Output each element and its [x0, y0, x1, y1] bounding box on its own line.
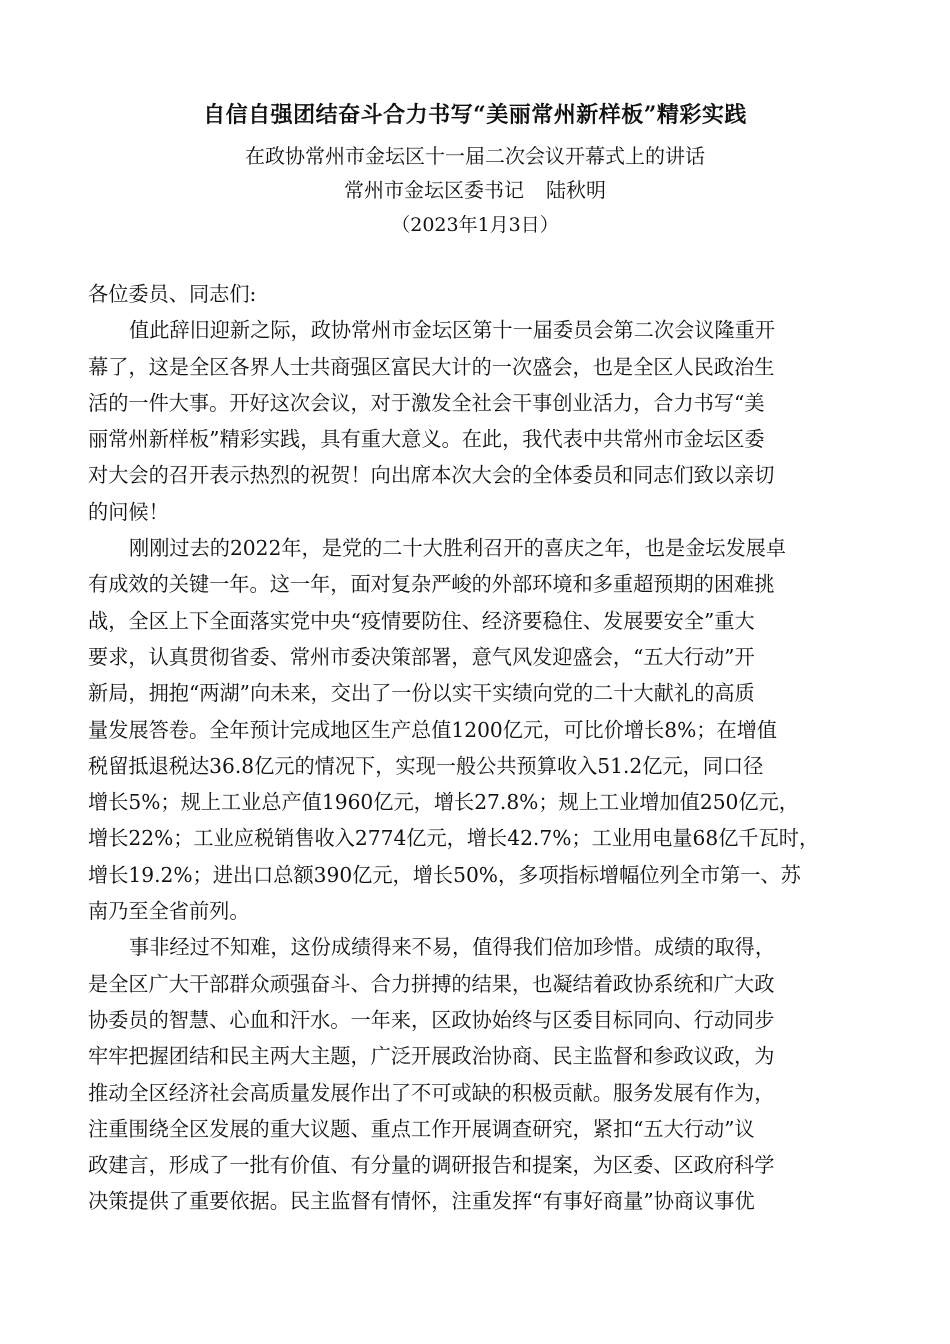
document-title: 自信自强团结奋斗合力书写“美丽常州新样板”精彩实践 [203, 102, 747, 128]
text-line: 活的一件大事。开好这次会议，对于激发全社会干事创业活力，合力书写“美 [88, 390, 765, 415]
text-line: 增长19.2%；进出口总额390亿元，增长50%，多项指标增幅位列全市第一、苏 [88, 862, 801, 887]
author-line [0, 174, 950, 203]
text-line: 幕了，这是全区各界人士共商强区富民大计的一次盛会，也是全区人民政治生 [88, 354, 775, 379]
text-line: 是全区广大干部群众顽强奋斗、合力拼搏的结果，也凝结着政协系统和广大政 [88, 971, 775, 996]
text-line: 牢牢把握团结和民主两大主题，广泛开展政治协商、民主监督和参政议政，为 [88, 1044, 775, 1069]
text-line: 战，全区上下全面落实党中央“疫情要防住、经济要稳住、发展要安全”重大 [88, 608, 755, 633]
document-subtitle: 在政协常州市金坛区十一届二次会议开幕式上的讲话 [245, 144, 705, 168]
text-line: 有成效的关键一年。这一年，面对复杂严峻的外部环境和多重超预期的困难挑 [88, 572, 775, 597]
salutation: 各位委员、同志们: [88, 282, 257, 306]
author-role: 常州市金坛区委书记 [344, 178, 524, 202]
text-line: 量发展答卷。全年预计完成地区生产总值1200亿元，可比价增长8%；在增值 [88, 717, 778, 742]
text-line: 南乃至全省前列。 [88, 899, 250, 924]
text-line: 决策提供了重要依据。民主监督有情怀，注重发挥“有事好商量”协商议事优 [88, 1189, 755, 1214]
text-line: 税留抵退税达36.8亿元的情况下，实现一般公共预算收入51.2亿元，同口径 [88, 753, 764, 778]
paragraph [88, 312, 872, 530]
paragraph [88, 929, 872, 1219]
paragraph [88, 530, 872, 929]
text-line: 新局，拥抱“两湖”向未来，交出了一份以实干实绩向党的二十大献礼的高质 [88, 681, 755, 706]
author-name: 陆秋明 [546, 178, 606, 202]
text-line: 事非经过不知难，这份成绩得来不易，值得我们倍加珍惜。成绩的取得， [129, 935, 776, 960]
text-line: 对大会的召开表示热烈的祝贺！向出席本次大会的全体委员和同志们致以亲切 [88, 463, 775, 488]
text-line: 协委员的智慧、心血和汗水。一年来，区政协始终与区委目标同向、行动同步 [88, 1007, 775, 1032]
text-line: 值此辞旧迎新之际，政协常州市金坛区第十一届委员会第二次会议隆重开 [129, 318, 776, 343]
text-line: 的问候！ [88, 499, 169, 524]
text-line: 政建言，形成了一批有价值、有分量的调研报告和提案，为区委、区政府科学 [88, 1153, 775, 1178]
text-line: 推动全区经济社会高质量发展作出了不可或缺的积极贡献。服务发展有作为， [88, 1080, 775, 1105]
speech-date: （2023年1月3日） [391, 214, 559, 236]
text-line: 增长5%；规上工业总产值1960亿元，增长27.8%；规上工业增加值250亿元， [88, 790, 799, 815]
text-line: 要求，认真贯彻省委、常州市委决策部署，意气风发迎盛会，“五大行动”开 [88, 644, 755, 669]
text-line: 丽常州新样板”精彩实践，具有重大意义。在此，我代表中共常州市金坛区委 [88, 427, 765, 452]
text-line: 刚刚过去的2022年，是党的二十大胜利召开的喜庆之年，也是金坛发展卓 [129, 536, 787, 561]
text-line: 注重围绕全区发展的重大议题、重点工作开展调查研究，紧扣“五大行动”议 [88, 1116, 755, 1141]
text-line: 增长22%；工业应税销售收入2774亿元，增长42.7%；工业用电量68亿千瓦时， [88, 826, 820, 851]
speech-body [88, 276, 872, 1220]
